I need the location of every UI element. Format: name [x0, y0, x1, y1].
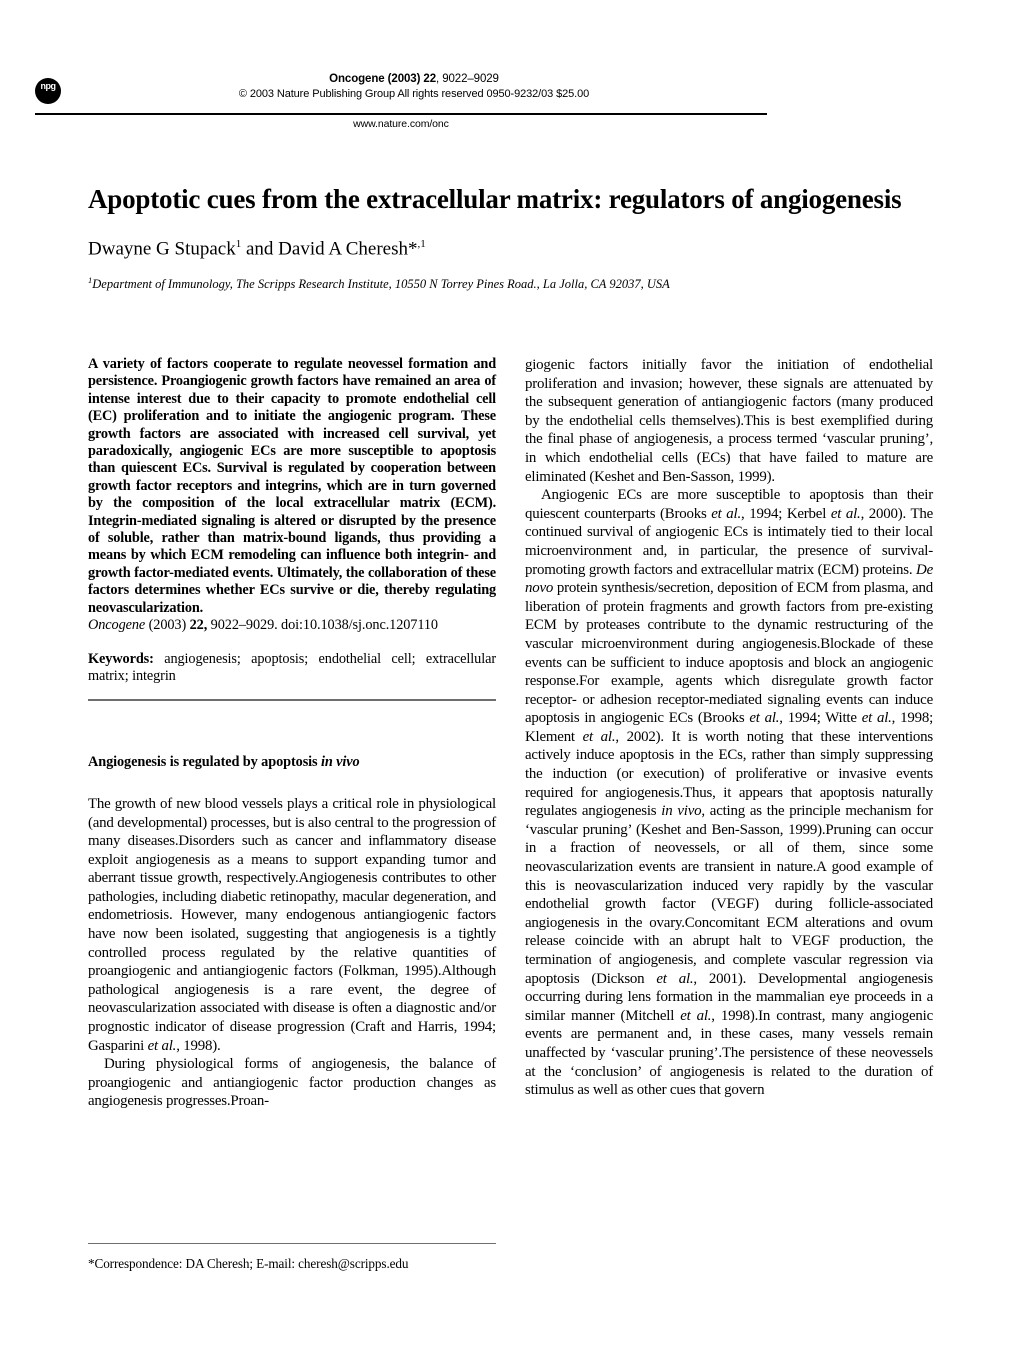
journal-name: Oncogene (2003) 22: [329, 73, 436, 85]
masthead-row: [35, 72, 767, 104]
left-column: [88, 356, 496, 1111]
author-one-affiliation-marker: 1: [235, 238, 242, 250]
masthead-divider: [35, 113, 767, 115]
paragraph-text: protein synthesis/secretion, deposition of ECM from plasma, and liberation of protein fragments and growth factors from pre-existing ECM by proteases contribute to the dynamic restructuring of the vascular microenvironment during angiogenesis.Blockade of these events can be sufficient to induce apoptosis and block an angiogenic response.For example, agents which disregulate growth factor receptor- or adhesion receptor-mediated signaling events can induce apoptosis in angiogenic ECs (Brooks: [525, 580, 933, 727]
journal-pages: , 9022–9029: [436, 73, 499, 85]
et-al-italic: et al.: [656, 970, 694, 987]
citation-volume: 22,: [189, 617, 208, 634]
author-list: [88, 232, 948, 261]
citation-journal: Oncogene: [88, 617, 146, 634]
citation-year: (2003): [145, 617, 190, 634]
npg-logo-icon: [35, 78, 61, 104]
paragraph-text: , 2000). The continued survival of angiogenic ECs is intimately tied to their local microenvironment and, in particular, the presence of survival-promoting growth factors and extracellular matrix (ECM) proteins.: [525, 505, 934, 578]
et-al-italic: et al.: [861, 710, 892, 727]
et-al-italic: et al.: [582, 728, 616, 745]
affiliation-marker: 1: [88, 275, 93, 285]
page-title: Apoptotic cues from the extracellular matrix: regulators of angiogenesis: [88, 184, 902, 215]
et-al-italic: et al.: [749, 710, 780, 727]
right-column: [525, 356, 933, 1100]
paragraph-text: , 1998; Klement: [525, 710, 934, 745]
abstract-citation: [88, 617, 496, 634]
affiliation-text: Department of Immunology, The Scripps Research Institute, 10550 N Torrey Pines Road., La Jolla, CA 92037, USA: [92, 277, 670, 292]
author-affiliation: [88, 272, 948, 293]
section-heading-italic: in vivo: [320, 753, 360, 770]
author-two-affiliation-marker: ,1: [417, 238, 426, 250]
footnote-block: [88, 1243, 496, 1272]
npg-logo-text: npg: [40, 81, 56, 91]
copyright-line: © 2003 Nature Publishing Group All rights reserved 0950-9232/03 $25.00: [238, 88, 590, 100]
paragraph-text: , 1998).In contrast, many angiogenic events are permanent and, in these cases, many vessels remain unaffected by ‘vascular pruning’.The persistence of these neovessels at the ‘conclusion’ of angiogenesis is related to the duration of stimulus as well as other cues that govern: [525, 1007, 933, 1099]
body-paragraph: [88, 795, 496, 1055]
keywords-line: [88, 651, 496, 686]
paragraph-text: Angiogenic ECs are more susceptible to apoptosis than their quiescent counterparts (Brooks: [525, 487, 933, 522]
body-paragraph: giogenic factors initially favor the initiation of endothelial proliferation and invasion; however, these signals are attenuated by the subsequent generation of antiangiogenic factors (many produced by the endothelial cells themselves).This is best exemplified during the final phase of angiogenesis, a process termed ‘vascular pruning’, in which endothelial cells (ECs) that have failed to mature are eliminated (Keshet and Ben-Sasson, 1999).: [525, 357, 933, 485]
paragraph-text: , 2001). Developmental angiogenesis occurring during lens formation in the mammalian eye proceeds in a similar manner (Mitchell: [525, 970, 933, 1024]
author-one: Dwayne G Stupack: [88, 238, 236, 260]
body-paragraph: During physiological forms of angiogenesis, the balance of proangiogenic and antiangiogenic factor production changes as angiogenesis progresses.Proan-: [88, 1056, 496, 1110]
keywords-label: Keywords:: [88, 650, 154, 667]
author-two: and David A Cheresh*: [241, 238, 418, 260]
correspondence-note: *Correspondence: DA Cheresh; E-mail: cheresh@scripps.edu: [88, 1256, 409, 1272]
masthead: [35, 72, 767, 104]
body-paragraph: [525, 486, 933, 1100]
journal-website-link[interactable]: www.nature.com/onc: [353, 118, 449, 130]
masthead-text: [61, 72, 767, 102]
et-al-italic: et al.: [711, 505, 742, 522]
section-heading: [88, 754, 496, 771]
et-al-italic: et al.: [147, 1037, 177, 1054]
paragraph-text: , acting as the principle mechanism for ‘vascular pruning’ (Keshet and Ben-Sasson, 1999).Pruning can occur in a fraction of neovessels, or all of them, since some neovascularization events are transient in nature.A good example of this is neovascularization induced very rapidly by the vascular endothelial growth factor (VEGF) during follicle-associated angiogenesis in the ovary.Concomitant ECM alterations and ovum release coincide with an abrupt halt to VEGF production, the termination of angiogenesis, and complete vascular regression via apoptosis (Dickson: [525, 803, 933, 987]
paragraph-text: , 1994; Kerbel: [741, 505, 831, 522]
paragraph-text: The growth of new blood vessels plays a critical role in physiological (and developmental) processes, but is also central to the progression of many diseases.Disorders such as cancer and inflammatory disease exploit angiogenesis as a means to support expanding tumor and aberrant tissue growth, respectively.Angiogenesis contributes to other pathologies, including diabetic retinopathy, macular degeneration, and endometriosis. However, many endogenous antiangiogenic factors have now been isolated, suggesting that angiogenesis is a tightly controlled process regulated by the relative quantities of proangiogenic and antiangiogenic factors (Folkman, 1995).Although pathological angiogenesis is a rare event, the degree of neovascularization associated with disease is often a diagnostic and/or prognostic indicator of disease progression (Craft and Harris, 1994; Gasparini: [88, 795, 496, 1054]
et-al-italic: et al.: [680, 1007, 712, 1024]
section-heading-plain: Angiogenesis is regulated by apoptosis: [88, 753, 321, 770]
keywords-divider: [88, 699, 496, 700]
paragraph-text: , 2002). It is worth noting that these interventions actively induce apoptosis in the ECs, rather than simply suppressing the induction (or execution) of proliferative or invasive events required for angiogenesis.Thus, it appears that apoptosis naturally regulates angiogenesis: [525, 728, 933, 820]
journal-citation-line: [61, 72, 767, 87]
paragraph-text-end: , 1998).: [176, 1037, 221, 1054]
paragraph-text: , 1994; Witte: [779, 710, 862, 727]
citation-pages-doi: 9022–9029. doi:10.1038/sj.onc.1207110: [207, 617, 438, 634]
footnote-divider: [88, 1243, 496, 1244]
abstract-text: A variety of factors cooperate to regulate neovessel formation and persistence. Proangiogenic growth factors have remained an area of intense interest due to their capacity to promote endothelial cell (EC) proliferation and to initiate the angiogenic program. These growth factors are associated with increased cell survival, yet paradoxically, angiogenic ECs are more susceptible to apoptosis than quiescent ECs. Survival is regulated by cooperation between growth factor receptors and integrins, which are in turn governed by the composition of the local extracellular matrix (ECM). Integrin-mediated signaling is altered or disrupted by the presence of soluble, rather than matrix-bound ligands, thus providing a means by which ECM remodeling can influence both integrin- and growth factor-mediated events. Ultimately, the collaboration of these factors determines whether ECs survive or die, thereby regulating neovascularization.: [88, 356, 496, 616]
keywords-values: angiogenesis; apoptosis; endothelial cell; extracellular matrix; integrin: [88, 650, 496, 684]
de-novo-italic: De novo: [525, 561, 933, 597]
et-al-italic: et al.: [830, 505, 861, 522]
in-vivo-italic: in vivo: [661, 803, 702, 820]
